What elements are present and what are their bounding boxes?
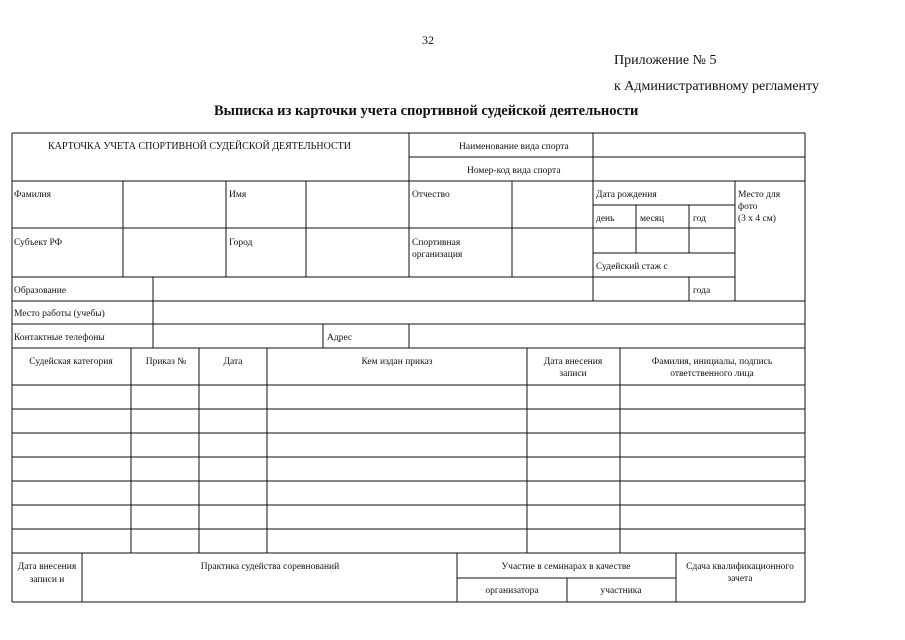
sport-org-label-line1: Спортивная: [412, 238, 461, 248]
birth-date-label: Дата рождения: [596, 190, 657, 200]
sport-code-label: Номер-код вида спорта: [467, 166, 561, 176]
col-header-responsible-line2: ответственного лица: [670, 369, 754, 379]
appendix-reference: к Административному регламенту: [614, 79, 819, 94]
region-label: Субъект РФ: [14, 238, 63, 248]
photo-label-line3: (3 х 4 см): [738, 214, 776, 224]
sport-org-label-line2: организация: [412, 250, 463, 260]
education-label: Образование: [14, 286, 67, 296]
photo-label-line1: Место для: [738, 190, 781, 200]
surname-label: Фамилия: [14, 190, 52, 200]
address-label: Адрес: [327, 333, 353, 343]
practice-col-entry-date-line2: записи и: [29, 575, 65, 585]
col-header-category: Судейская категория: [29, 357, 113, 367]
practice-col-participant: участника: [600, 586, 642, 596]
practice-col-practice: Практика судейства соревнований: [200, 562, 340, 572]
name-label: Имя: [229, 190, 247, 200]
col-header-issued-by: Кем издан приказ: [361, 357, 433, 367]
sport-name-label: Наименование вида спорта: [459, 142, 569, 152]
col-header-responsible-line1: Фамилия, инициалы, подпись: [651, 357, 773, 367]
practice-col-entry-date-line1: Дата внесения: [17, 562, 77, 572]
month-label: месяц: [640, 214, 665, 224]
col-header-order: Приказ №: [145, 357, 187, 367]
col-header-date: Дата: [223, 357, 243, 367]
photo-label-line2: фото: [738, 202, 758, 212]
day-label: день: [596, 214, 615, 224]
practice-col-organizer: организатора: [485, 586, 539, 596]
page-number: 32: [422, 33, 434, 47]
appendix-number: Приложение № 5: [614, 53, 717, 68]
years-label: года: [693, 286, 711, 296]
phones-label: Контактные телефоны: [14, 333, 105, 343]
year-label: год: [693, 214, 706, 224]
referee-experience-label: Судейский стаж с: [596, 262, 668, 272]
workplace-label: Место работы (учебы): [14, 309, 105, 319]
col-header-entry-date-line2: записи: [559, 369, 587, 379]
practice-col-seminars: Участие в семинарах в качестве: [501, 562, 631, 572]
patronymic-label: Отчество: [412, 190, 450, 200]
practice-col-qualification-line2: зачета: [727, 574, 753, 584]
col-header-entry-date-line1: Дата внесения: [543, 357, 603, 367]
practice-col-qualification-line1: Сдача квалификационного: [686, 562, 794, 572]
card-header: КАРТОЧКА УЧЕТА СПОРТИВНОЙ СУДЕЙСКОЙ ДЕЯТЕЛЬНОСТИ: [48, 141, 351, 152]
document-title: Выписка из карточки учета спортивной судейской деятельности: [214, 103, 639, 119]
form-grid-lines: [12, 133, 805, 602]
city-label: Город: [229, 238, 253, 248]
